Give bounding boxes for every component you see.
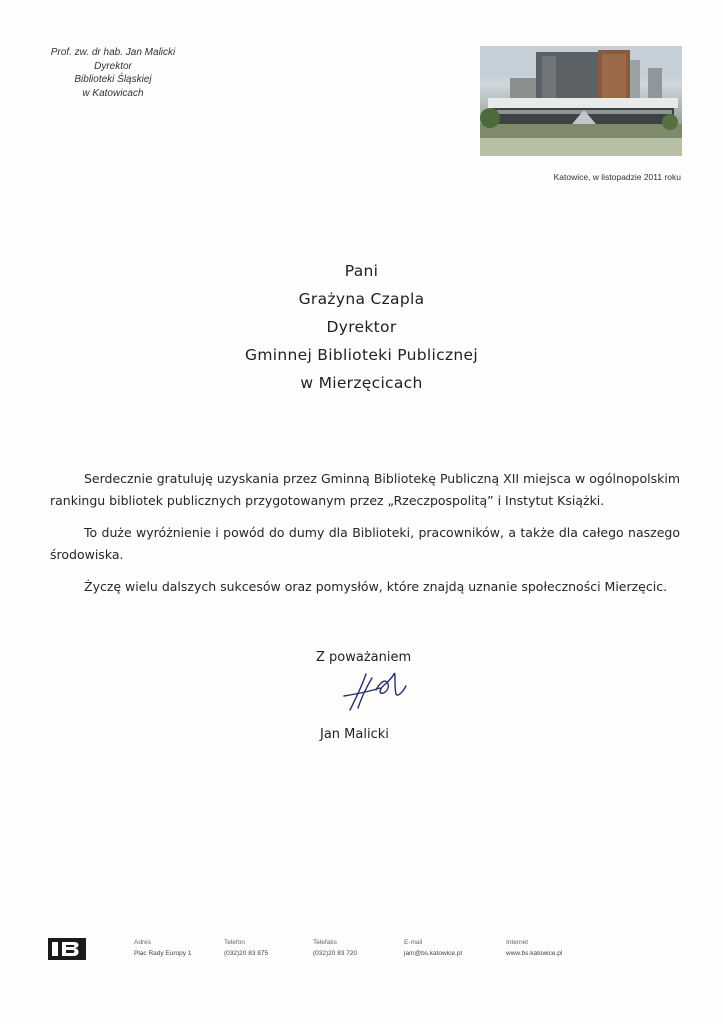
sender-city: w Katowicach bbox=[82, 87, 144, 99]
sender-institution: Biblioteki Śląskiej bbox=[74, 74, 152, 85]
recipient-position: Dyrektor bbox=[326, 318, 397, 336]
library-building-photo bbox=[480, 46, 682, 156]
footer-fax bbox=[313, 937, 357, 959]
footer-website bbox=[506, 937, 562, 959]
sender-position: Dyrektor bbox=[94, 60, 132, 72]
paragraph-distinction: To duże wyróżnienie i powód do dumy dla Biblioteki, pracowników, a także dla całego naszego środowiska. bbox=[50, 525, 680, 562]
footer-email bbox=[404, 937, 462, 959]
footer-fax-label: Telefaks bbox=[313, 939, 337, 946]
closing-phrase: Z poważaniem bbox=[316, 650, 412, 665]
footer-phone-label: Telefon bbox=[224, 939, 245, 946]
paragraph-congratulations: Serdecznie gratuluję uzyskania przez Gminną Bibliotekę Publiczną XII miejsca w ogólnopolskim rankingu bibliotek publicznych przygotowanym przez „Rzeczpospolitą” i Instytut Książki. bbox=[50, 471, 680, 508]
place-and-date: Katowice, w listopadzie 2011 roku bbox=[553, 172, 681, 182]
recipient-city: w Mierzęcicach bbox=[300, 374, 423, 392]
recipient-salutation: Pani bbox=[344, 262, 379, 280]
signer-name: Jan Malicki bbox=[320, 727, 389, 742]
library-logo-icon bbox=[48, 936, 86, 962]
footer-website-value[interactable]: www.bs.katowice.pl bbox=[506, 950, 563, 957]
footer-fax-value: (032)20 83 720 bbox=[313, 950, 358, 957]
footer-address-label: Adres bbox=[134, 939, 151, 946]
recipient-block bbox=[0, 257, 723, 397]
footer-website-label: Internet bbox=[506, 939, 529, 946]
paragraph-wishes: Życzę wielu dalszych sukcesów oraz pomysłów, które znajdą uznanie społeczności Mierzęcic. bbox=[84, 579, 668, 594]
footer-email-label: E-mail bbox=[404, 939, 423, 946]
footer-address-value: Plac Rady Europy 1 bbox=[134, 950, 192, 957]
letter-body bbox=[50, 468, 680, 598]
handwritten-signature bbox=[336, 668, 416, 718]
footer-address bbox=[134, 937, 191, 959]
footer-phone-value: (032)20 83 875 bbox=[224, 950, 269, 957]
footer-phone bbox=[224, 937, 268, 959]
recipient-name: Grażyna Czapla bbox=[298, 290, 425, 308]
recipient-institution: Gminnej Biblioteki Publicznej bbox=[245, 346, 478, 364]
footer-email-value[interactable]: jam@bs.katowice.pl bbox=[404, 950, 462, 957]
sender-title-name: Prof. zw. dr hab. Jan Malicki bbox=[50, 47, 176, 58]
sender-block bbox=[38, 46, 188, 100]
